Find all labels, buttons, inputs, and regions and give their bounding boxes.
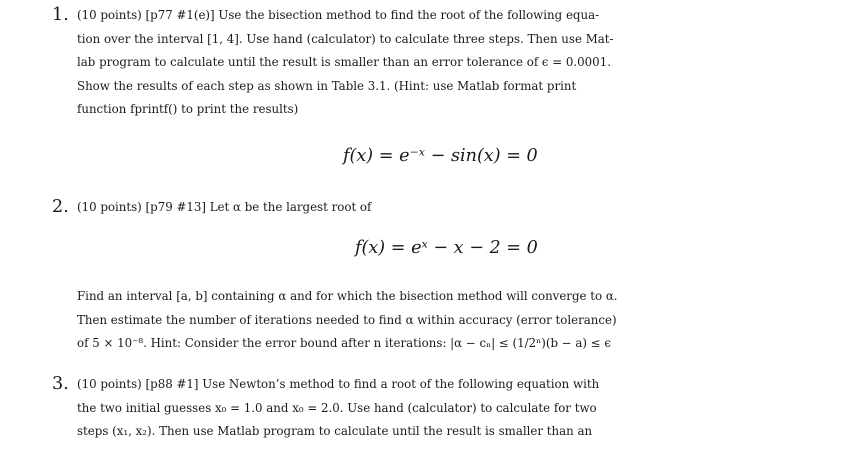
- text-line: of 5 × 10⁻⁸. Hint: Consider the error bound after n iterations: |α − cₙ| ≤ (1/2ⁿ)(b − a) ≤ ϵ: [77, 336, 612, 350]
- text-line: (10 points) [p88 #1] Use Newton’s method to find a root of the following equation with: [77, 377, 600, 391]
- text-line: lab program to calculate until the result is smaller than an error tolerance of ϵ = 0.0001.: [77, 55, 611, 69]
- text-line: steps (x₁, x₂). Then use Matlab program to calculate until the result is smaller than an: [77, 424, 593, 438]
- text-line: function fprintf() to print the results): [77, 102, 299, 116]
- equation-2: f(x) = eˣ − x − 2 = 0: [355, 238, 538, 258]
- problem-text: [77, 4, 824, 122]
- problem-2: [52, 196, 824, 220]
- text-line: tion over the interval [1, 4]. Use hand (calculator) to calculate three steps. Then use Mat-: [77, 31, 614, 46]
- problem-number: 2.: [52, 197, 69, 217]
- problem-text: [77, 196, 824, 220]
- equation-1: f(x) = e⁻ˣ − sin(x) = 0: [343, 146, 538, 166]
- problem-number: 1.: [52, 5, 69, 25]
- problem-3: [52, 373, 824, 444]
- text-line: (10 points) [p79 #13] Let α be the largest root of: [77, 200, 372, 214]
- problem-text: [77, 373, 824, 444]
- text-line: (10 points) [p77 #1(e)] Use the bisection method to find the root of the following equa-: [77, 8, 600, 22]
- problem-text: [77, 285, 824, 356]
- problem-2-continued: [52, 285, 824, 356]
- problem-1: [52, 4, 824, 122]
- text-line: the two initial guesses x₀ = 1.0 and x₀ = 2.0. Use hand (calculator) to calculate for two: [77, 400, 597, 415]
- problem-number: 3.: [52, 374, 69, 394]
- text-line: Then estimate the number of iterations needed to find α within accuracy (error tolerance): [77, 312, 617, 327]
- text-line: Show the results of each step as shown in Table 3.1. (Hint: use Matlab format print: [77, 78, 577, 93]
- text-line: Find an interval [a, b] containing α and for which the bisection method will converge to α.: [77, 289, 618, 303]
